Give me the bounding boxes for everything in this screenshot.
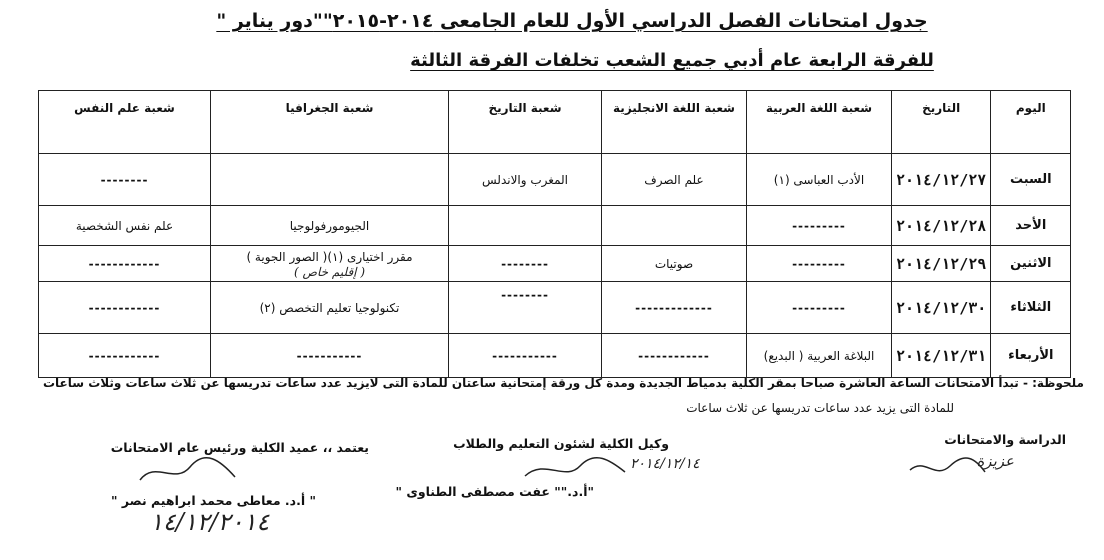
history-cell: --------: [449, 282, 602, 334]
header-geography: شعبة الجغرافيا: [211, 91, 449, 154]
table-row: [39, 154, 1071, 206]
signature-right-name: عزيزة: [976, 452, 1014, 470]
date-cell: ٢٠١٤/١٢/٢٩: [892, 246, 991, 282]
psychology-cell: ------------: [39, 282, 211, 334]
psychology-cell: --------: [39, 154, 211, 206]
arabic-cell: ---------: [747, 282, 892, 334]
signature-left-name: " أ.د. معاطى محمد ابراهيم نصر ": [111, 493, 316, 508]
date-cell: ٢٠١٤/١٢/٢٨: [892, 206, 991, 246]
table-row: [39, 282, 1071, 334]
history-cell: -----------: [449, 334, 602, 378]
geography-cell: تكنولوجيا تعليم التخصص (٢): [211, 282, 449, 334]
day-cell: الثلاثاء: [991, 282, 1071, 334]
table-header-row: [39, 91, 1071, 154]
signature-left-date: ١٤/١٢/٢٠١٤: [150, 508, 270, 536]
header-arabic: شعبة اللغة العربية: [747, 91, 892, 154]
page-title: جدول امتحانات الفصل الدراسي الأول للعام الجامعى ٢٠١٤-٢٠١٥""دور يناير ": [216, 10, 928, 32]
signature-left-title: يعتمد ،، عميد الكلية ورئيس عام الامتحانات: [110, 440, 369, 455]
psychology-cell: ------------: [39, 246, 211, 282]
arabic-cell: ---------: [747, 206, 892, 246]
table-row: [39, 334, 1071, 378]
history-cell: المغرب والاندلس: [449, 154, 602, 206]
day-cell: الاثنين: [991, 246, 1071, 282]
header-day: اليوم: [991, 91, 1071, 154]
header-history: شعبة التاريخ: [449, 91, 602, 154]
note-line-1: ملحوظة: - تبدأ الامتحانات الساعة العاشرة صباحا بمقر الكلية بدمياط الجديدة ومدة كل ورقة إمتحانية ساعتان للمادة التى لايزيد عدد ساعات تدريسها عن ثلاث ساعات وثلاث ساعات: [42, 376, 1084, 390]
date-cell: ٢٠١٤/١٢/٣٠: [892, 282, 991, 334]
english-cell: ------------: [602, 334, 747, 378]
signature-middle-date: ٢٠١٤/١٢/١٤: [630, 456, 700, 472]
english-cell: [602, 206, 747, 246]
signature-middle-scribble: [520, 456, 630, 484]
exam-schedule-table: [38, 90, 1071, 378]
day-cell: السبت: [991, 154, 1071, 206]
signature-right-scribble: [905, 452, 1025, 482]
english-cell: صوتيات: [602, 246, 747, 282]
geography-course-text: مقرر اختيارى (١)( الصور الجوية ): [246, 249, 413, 264]
arabic-cell: ---------: [747, 246, 892, 282]
header-psychology: شعبة علم النفس: [39, 91, 211, 154]
table-row: [39, 246, 1071, 282]
signature-middle-title: وكيل الكلية لشئون التعليم والطلاب: [453, 436, 669, 451]
arabic-cell: الأدب العباسى (١): [747, 154, 892, 206]
geography-cell: [211, 246, 449, 282]
header-date: التاريخ: [892, 91, 991, 154]
psychology-cell: علم نفس الشخصية: [39, 206, 211, 246]
geography-cell: الجيومورفولوجيا: [211, 206, 449, 246]
arabic-cell: البلاغة العربية ( البديع): [747, 334, 892, 378]
day-cell: الأحد: [991, 206, 1071, 246]
psychology-cell: ------------: [39, 334, 211, 378]
signature-right-title: الدراسة والامتحانات: [944, 432, 1066, 447]
history-cell: --------: [449, 246, 602, 282]
date-cell: ٢٠١٤/١٢/٢٧: [892, 154, 991, 206]
geography-cell: [211, 154, 449, 206]
english-cell: علم الصرف: [602, 154, 747, 206]
signature-left-scribble: [135, 455, 245, 490]
english-cell: -------------: [602, 282, 747, 334]
geography-cell: -----------: [211, 334, 449, 378]
page-subtitle: للفرقة الرابعة عام أدبي جميع الشعب تخلفات الفرقة الثالثة: [410, 50, 934, 71]
signature-middle-name: "أ.د."" عفت مصطفى الطناوى ": [395, 484, 594, 499]
note-line-2: للمادة التى يزيد عدد ساعات تدريسها عن ثلاث ساعات: [686, 401, 954, 415]
header-english: شعبة اللغة الانجليزية: [602, 91, 747, 154]
date-cell: ٢٠١٤/١٢/٣١: [892, 334, 991, 378]
table-row: [39, 206, 1071, 246]
handwritten-note: ( إقليم خاص ): [293, 264, 366, 279]
day-cell: الأربعاء: [991, 334, 1071, 378]
history-cell: [449, 206, 602, 246]
